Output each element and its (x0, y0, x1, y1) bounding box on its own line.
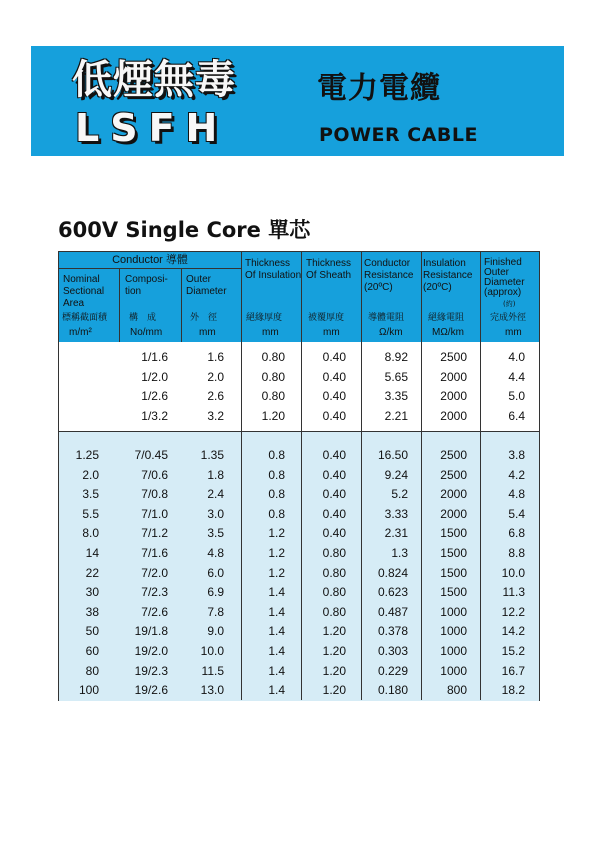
cell-finished-diameter: 11.3 (502, 585, 525, 600)
cell-outer-diameter: 1.35 (200, 448, 224, 462)
cell-insulation-thickness: 0.8 (268, 487, 285, 502)
cell-conductor-resistance: 0.824 (377, 565, 408, 580)
cell-outer-diameter: 13.0 (200, 683, 224, 698)
cell-insulation-resistance: 1000 (440, 604, 467, 619)
cell-conductor-resistance: 1.3 (391, 546, 408, 560)
cell-area: 60 (85, 644, 99, 658)
cell-insulation-resistance: 2000 (440, 369, 467, 384)
banner-chinese-subtitle: 電力電纜 (317, 71, 441, 106)
cell-insulation-resistance: 800 (446, 683, 467, 698)
cell-outer-diameter: 2.6 (207, 389, 224, 404)
header-outer-diameter: Outer Diameter (186, 274, 227, 297)
cell-sheath-thickness: 0.40 (322, 506, 346, 521)
cell-area: 80 (85, 663, 99, 678)
cell-sheath-thickness: 0.40 (322, 389, 346, 404)
cell-sheath-thickness: 0.80 (322, 604, 346, 619)
cell-sheath-thickness: 0.40 (322, 487, 346, 502)
cell-area: 14 (85, 546, 99, 560)
header-finished-diameter: Finished Outer Diameter (approx) (484, 257, 525, 298)
cell-conductor-resistance: 5.2 (391, 487, 408, 502)
cell-finished-diameter: 5.0 (508, 389, 525, 404)
cell-sheath-thickness: 0.80 (322, 585, 346, 600)
cell-sheath-thickness: 1.20 (322, 683, 346, 698)
cell-composition: 1/2.6 (141, 389, 168, 404)
cell-insulation-resistance: 2000 (440, 389, 467, 404)
cell-insulation-resistance: 2000 (440, 487, 467, 502)
cell-sheath-thickness: 0.40 (322, 369, 346, 384)
header-insulation-resistance-unit: MΩ/km (432, 327, 464, 338)
cell-finished-diameter: 4.8 (508, 487, 525, 502)
cell-conductor-resistance: 0.487 (377, 604, 408, 619)
cell-sheath-thickness: 1.20 (322, 663, 346, 678)
cell-outer-diameter: 10.0 (200, 644, 224, 658)
column-divider (301, 252, 302, 700)
header-finished-diameter-zh: 完成外徑 (490, 313, 527, 323)
cell-conductor-resistance: 2.31 (384, 526, 408, 541)
cell-insulation-thickness: 1.4 (268, 624, 285, 639)
cell-finished-diameter: 3.8 (508, 448, 525, 462)
cell-finished-diameter: 4.0 (508, 350, 525, 364)
cell-area: 5.5 (82, 506, 99, 521)
cell-outer-diameter: 7.8 (207, 604, 224, 619)
cell-outer-diameter: 6.9 (207, 585, 224, 600)
cell-insulation-thickness: 1.2 (268, 546, 285, 560)
cell-conductor-resistance: 0.229 (377, 663, 408, 678)
cell-sheath-thickness: 0.80 (322, 565, 346, 580)
column-divider (421, 252, 422, 700)
cell-outer-diameter: 1.6 (207, 350, 224, 364)
cell-sheath-thickness: 0.40 (322, 526, 346, 541)
cell-insulation-thickness: 0.8 (268, 506, 285, 521)
cell-composition: 7/2.6 (141, 604, 168, 619)
cell-finished-diameter: 15.2 (501, 644, 525, 658)
cell-finished-diameter: 6.8 (508, 526, 525, 541)
cell-conductor-resistance: 8.92 (384, 350, 408, 364)
header-nominal-area-zh: 標稱截面積 (62, 313, 108, 323)
cell-insulation-thickness: 1.2 (268, 565, 285, 580)
cell-composition: 19/2.3 (134, 663, 168, 678)
banner-english-title: LSFH (75, 106, 229, 150)
cell-insulation-resistance: 1000 (440, 644, 467, 658)
cell-composition: 7/0.6 (141, 467, 168, 482)
cell-conductor-resistance: 16.50 (377, 448, 408, 462)
cell-composition: 19/1.8 (134, 624, 168, 639)
cell-area: 2.0 (82, 467, 99, 482)
cell-outer-diameter: 3.2 (207, 408, 224, 423)
cell-sheath-thickness: 1.20 (322, 624, 346, 639)
cell-insulation-resistance: 1000 (440, 663, 467, 678)
cell-insulation-thickness: 0.80 (261, 389, 285, 404)
cell-finished-diameter: 5.4 (508, 506, 525, 521)
cell-insulation-resistance: 1000 (440, 624, 467, 639)
cell-sheath-thickness: 1.20 (322, 644, 346, 658)
cell-area: 3.5 (82, 487, 99, 502)
title-banner (31, 46, 564, 156)
page-heading: 600V Single Core 單芯 (58, 218, 311, 242)
cell-insulation-thickness: 1.20 (261, 408, 285, 423)
column-divider (119, 268, 120, 342)
cell-area: 1.25 (75, 448, 99, 462)
cell-composition: 7/0.8 (141, 487, 168, 502)
section-two-body (59, 431, 539, 701)
cell-conductor-resistance: 0.378 (377, 624, 408, 639)
cell-outer-diameter: 6.0 (207, 565, 224, 580)
cell-sheath-thickness: 0.40 (322, 448, 346, 462)
column-divider (480, 252, 481, 700)
cell-finished-diameter: 8.8 (508, 546, 525, 560)
cell-insulation-thickness: 0.80 (261, 369, 285, 384)
cell-composition: 7/1.6 (141, 546, 168, 560)
conductor-group-header: Conductor 導體 (112, 254, 188, 266)
section-one-body (59, 342, 539, 431)
header-conductor-resistance-zh: 導體電阻 (368, 313, 405, 323)
cell-conductor-resistance: 0.623 (377, 585, 408, 600)
cell-conductor-resistance: 2.21 (384, 408, 408, 423)
cell-finished-diameter: 14.2 (501, 624, 525, 639)
cell-area: 38 (85, 604, 99, 619)
cell-area: 8.0 (82, 526, 99, 541)
cell-area: 100 (78, 683, 99, 698)
cell-insulation-thickness: 1.4 (268, 683, 285, 698)
cell-composition: 1/1.6 (141, 350, 168, 364)
header-composition-unit: No/mm (130, 327, 163, 338)
header-outer-diameter-unit: mm (199, 327, 216, 338)
header-insulation-resistance-zh: 絕緣電阻 (428, 313, 465, 323)
cell-finished-diameter: 6.4 (508, 408, 525, 423)
cell-insulation-thickness: 0.8 (268, 467, 285, 482)
cell-outer-diameter: 3.0 (207, 506, 224, 521)
cell-insulation-thickness: 0.8 (268, 448, 285, 462)
cell-conductor-resistance: 3.33 (384, 506, 408, 521)
cell-outer-diameter: 2.0 (207, 369, 224, 384)
cell-insulation-resistance: 1500 (440, 565, 467, 580)
cell-outer-diameter: 11.5 (201, 663, 224, 678)
header-conductor-resistance: Conductor Resistance (20ºC) (364, 258, 414, 293)
cell-insulation-thickness: 1.4 (268, 644, 285, 658)
cell-area: 30 (85, 585, 99, 600)
cell-composition: 7/1.2 (141, 526, 168, 541)
cell-outer-diameter: 1.8 (207, 467, 224, 482)
cell-insulation-resistance: 2500 (440, 467, 467, 482)
cell-insulation-resistance: 1500 (440, 526, 467, 541)
cell-conductor-resistance: 0.180 (377, 683, 408, 698)
cell-insulation-thickness: 1.2 (268, 526, 285, 541)
cell-composition: 1/3.2 (141, 408, 168, 423)
table-header (59, 252, 539, 342)
cell-sheath-thickness: 0.80 (322, 546, 346, 560)
header-finished-diameter-note: (約) (503, 300, 516, 308)
cell-finished-diameter: 4.2 (508, 467, 525, 482)
header-group-divider (59, 268, 241, 269)
cell-insulation-thickness: 1.4 (268, 585, 285, 600)
cell-composition: 19/2.0 (134, 644, 168, 658)
header-insulation-thickness-zh: 絕緣厚度 (246, 313, 283, 323)
cell-insulation-resistance: 2500 (440, 350, 467, 364)
header-sheath-thickness-zh: 被覆厚度 (308, 313, 345, 323)
cell-finished-diameter: 4.4 (508, 369, 525, 384)
cell-insulation-resistance: 2000 (440, 408, 467, 423)
column-divider (241, 252, 242, 700)
cell-area: 22 (85, 565, 99, 580)
cell-finished-diameter: 10.0 (501, 565, 525, 580)
cell-outer-diameter: 9.0 (207, 624, 224, 639)
cell-outer-diameter: 2.4 (207, 487, 224, 502)
cell-sheath-thickness: 0.40 (322, 467, 346, 482)
cell-composition: 7/0.45 (134, 448, 168, 462)
banner-english-subtitle: POWER CABLE (319, 124, 478, 146)
cell-area: 50 (85, 624, 99, 639)
cell-conductor-resistance: 3.35 (384, 389, 408, 404)
cell-finished-diameter: 12.2 (501, 604, 525, 619)
cell-insulation-resistance: 2000 (440, 506, 467, 521)
cell-finished-diameter: 18.2 (501, 683, 525, 698)
cell-insulation-resistance: 1500 (440, 546, 467, 560)
cell-composition: 19/2.6 (134, 683, 168, 698)
cell-conductor-resistance: 5.65 (384, 369, 408, 384)
header-sheath-thickness-unit: mm (323, 327, 340, 338)
banner-chinese-title: 低煙無毒 (72, 57, 236, 103)
header-composition: Composi- tion (125, 274, 168, 297)
cell-sheath-thickness: 0.40 (322, 350, 346, 364)
cell-composition: 7/2.0 (141, 565, 168, 580)
cell-composition: 7/2.3 (141, 585, 168, 600)
header-nominal-area: Nominal Sectional Area (63, 274, 105, 309)
cell-composition: 1/2.0 (141, 369, 168, 384)
cell-conductor-resistance: 0.303 (377, 644, 408, 658)
cell-outer-diameter: 4.8 (207, 546, 224, 560)
column-divider (361, 252, 362, 700)
spec-table (58, 251, 540, 701)
cell-insulation-thickness: 1.4 (268, 663, 285, 678)
header-nominal-area-unit: m/m² (69, 327, 92, 338)
header-insulation-resistance: Insulation Resistance (20ºC) (423, 258, 473, 293)
cell-insulation-resistance: 2500 (440, 448, 467, 462)
header-outer-diameter-zh: 外 徑 (190, 313, 218, 323)
cell-conductor-resistance: 9.24 (384, 467, 408, 482)
header-insulation-thickness-unit: mm (262, 327, 279, 338)
header-conductor-resistance-unit: Ω/km (379, 327, 403, 338)
header-sheath-thickness: Thickness Of Sheath (306, 258, 352, 281)
cell-finished-diameter: 16.7 (501, 663, 525, 678)
cell-sheath-thickness: 0.40 (322, 408, 346, 423)
column-divider (181, 268, 182, 342)
cell-composition: 7/1.0 (141, 506, 168, 521)
cell-outer-diameter: 3.5 (207, 526, 224, 541)
header-insulation-thickness: Thickness Of Insulation (245, 258, 302, 281)
cell-insulation-thickness: 0.80 (261, 350, 285, 364)
header-finished-diameter-unit: mm (505, 327, 522, 338)
cell-insulation-resistance: 1500 (440, 585, 467, 600)
cell-insulation-thickness: 1.4 (268, 604, 285, 619)
header-composition-zh: 構 成 (129, 313, 157, 323)
